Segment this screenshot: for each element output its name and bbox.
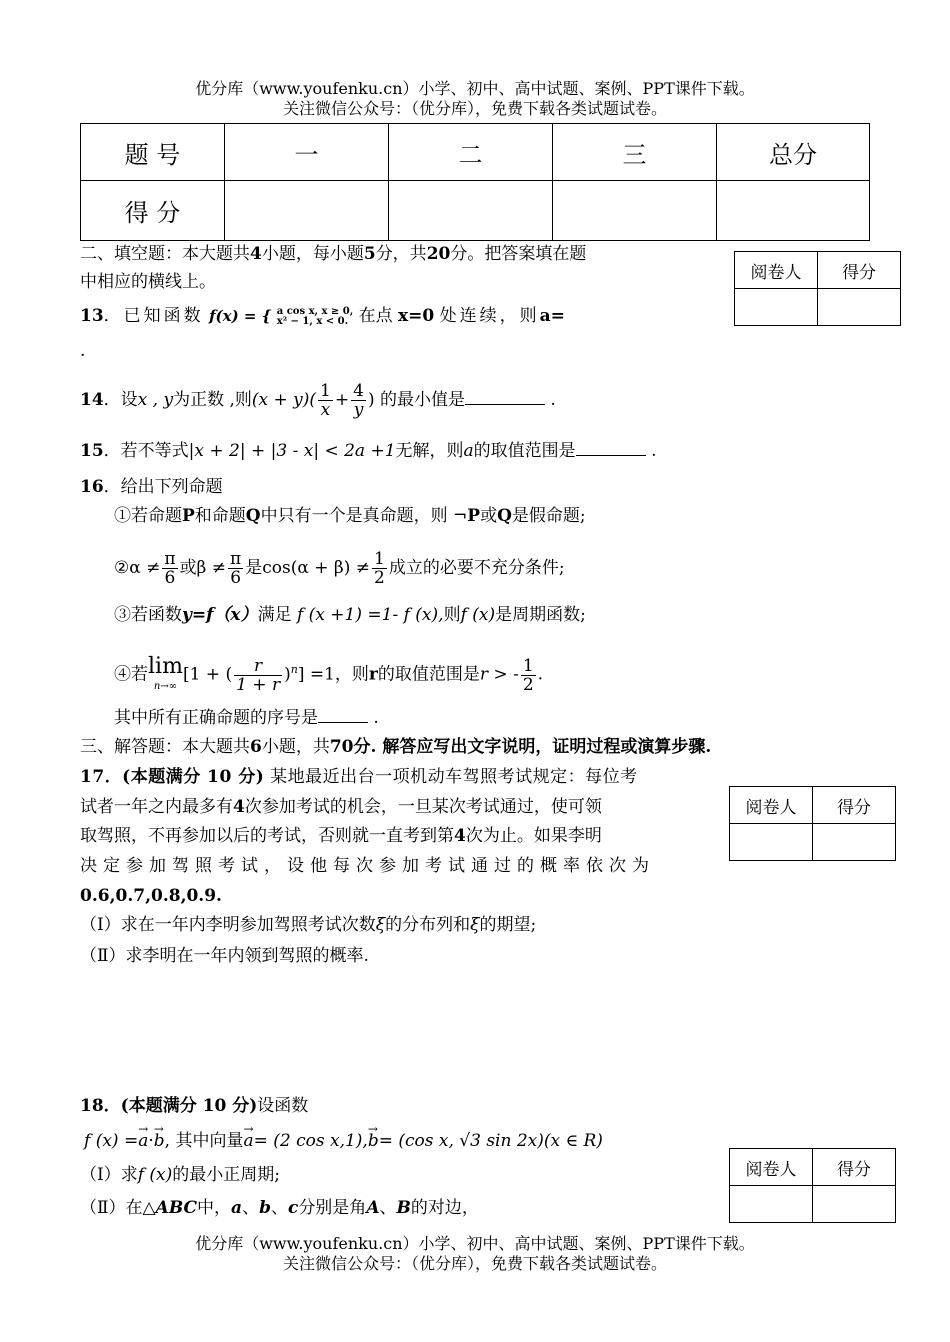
reviewer-box bbox=[734, 251, 901, 326]
question-18: 18．(本题满分 10 分)设函数 bbox=[80, 1096, 309, 1116]
reviewer-label: 阅卷人 bbox=[735, 252, 818, 289]
score-table-header-three: 三 bbox=[553, 124, 717, 181]
question-17-part2: （Ⅱ）求李明在一年内领到驾照的概率. bbox=[80, 946, 369, 966]
proposition-3: ③若函数y=f（x）满足 f (x +1) =1- f (x),则f (x)是周期函数; bbox=[114, 605, 586, 625]
question-18-part1: （Ⅰ）求f (x)的最小正周期; bbox=[80, 1165, 281, 1185]
score-cell[interactable] bbox=[553, 181, 717, 241]
reviewer-cell[interactable] bbox=[735, 289, 818, 326]
reviewer-cell[interactable] bbox=[730, 824, 813, 861]
question-16: 16．给出下列命题 bbox=[80, 477, 223, 497]
score-table bbox=[80, 123, 870, 241]
question-17-part1: （Ⅰ）求在一年内李明参加驾照考试次数ξ的分布列和ξ的期望; bbox=[80, 915, 537, 935]
reviewer-box bbox=[729, 1148, 896, 1223]
score-cell[interactable] bbox=[717, 181, 870, 241]
question-16-summary: 其中所有正确命题的序号是 . bbox=[114, 708, 379, 728]
reviewer-label: 阅卷人 bbox=[730, 1149, 813, 1186]
question-18-part2: （Ⅱ）在△ABC中，a、b、c分别是角A、B的对边， bbox=[80, 1198, 479, 1218]
reviewer-score-label: 得分 bbox=[813, 1149, 896, 1186]
score-table-header-number: 题 号 bbox=[81, 124, 225, 181]
reviewer-score-cell[interactable] bbox=[818, 289, 901, 326]
reviewer-score-label: 得分 bbox=[813, 787, 896, 824]
reviewer-box bbox=[729, 786, 896, 861]
question-14: 14．设x , y为正数 ,则(x + y)( $\frac{1}{x}$ + $\frac{4}{y}$ ) 的最小值是 . bbox=[80, 381, 556, 420]
question-13: 13．已知函数 f(x) = { a cos x, x ≥ 0, x² − 1, x < 0. 在点 x=0 处连续，则a= bbox=[80, 305, 565, 327]
reviewer-cell[interactable] bbox=[730, 1186, 813, 1223]
section2-heading-line2: 中相应的横线上。 bbox=[80, 272, 216, 292]
score-cell[interactable] bbox=[225, 181, 389, 241]
footer-line-2: 关注微信公众号：（优分库），免费下载各类试题试卷。 bbox=[282, 1254, 667, 1273]
question-17-line5: 0.6,0.7,0.8,0.9. bbox=[80, 886, 222, 906]
header-line-1: 优分库（www.youfenku.cn）小学、初中、高中试题、案例、PPT课件下载。 bbox=[195, 79, 755, 98]
reviewer-label: 阅卷人 bbox=[730, 787, 813, 824]
score-cell[interactable] bbox=[389, 181, 553, 241]
reviewer-score-cell[interactable] bbox=[813, 1186, 896, 1223]
question-17: 17．(本题满分 10 分) 某地最近出台一项机动车驾照考试规定：每位考 bbox=[80, 767, 638, 787]
header-line-2: 关注微信公众号：（优分库），免费下载各类试题试卷。 bbox=[282, 99, 667, 118]
section3-heading: 三、解答题：本大题共6小题，共70分. 解答应写出文字说明，证明过程或演算步骤. bbox=[80, 737, 712, 757]
question-15: 15．若不等式|x + 2| + |3 - x| < 2a +1无解，则a的取值范围是 . bbox=[80, 441, 657, 461]
score-table-header-two: 二 bbox=[389, 124, 553, 181]
answer-blank[interactable] bbox=[318, 722, 368, 723]
score-table-row-label: 得 分 bbox=[81, 181, 225, 241]
score-table-header-one: 一 bbox=[225, 124, 389, 181]
proposition-4: ④若 lim n→∞ [1 + ( $\frac{r}{1 + r}$ )$^n$] =1，则r的取值范围是r > - $\frac{1}{2}$ . bbox=[114, 654, 544, 695]
question-17-line4: 决定参加驾照考试，设他每次参加考试通过的概率依次为 bbox=[80, 856, 655, 876]
proposition-1: ①若命题P和命题Q中只有一个是真命题，则 ¬P或Q是假命题; bbox=[114, 506, 586, 526]
question-17-line3: 取驾照，不再参加以后的考试，否则就一直考到第4次为止。如果李明 bbox=[80, 826, 602, 846]
proposition-2: ②α ≠ $\frac{\pi}{6}$ 或β ≠ $\frac{\pi}{6}$ 是cos(α + β) ≠ $\frac{1}{2}$ 成立的必要不充分条件; bbox=[114, 549, 565, 588]
reviewer-score-label: 得分 bbox=[818, 252, 901, 289]
question-18-function: f (x) =→ a·→ b, 其中向量→ a= (2 cos x,1),→ b= (cos x, √3 sin 2x)(x ∈ R) bbox=[84, 1130, 603, 1152]
footer-line-1: 优分库（www.youfenku.cn）小学、初中、高中试题、案例、PPT课件下载。 bbox=[195, 1234, 755, 1253]
question-17-line2: 试者一年之内最多有4次参加考试的机会，一旦某次考试通过，使可领 bbox=[80, 797, 602, 817]
section2-heading: 二、填空题：本大题共4小题，每小题5分，共20分。把答案填在题 bbox=[80, 244, 587, 264]
answer-blank[interactable] bbox=[576, 455, 646, 456]
reviewer-score-cell[interactable] bbox=[813, 824, 896, 861]
answer-blank[interactable] bbox=[465, 404, 545, 405]
score-table-header-total: 总分 bbox=[717, 124, 870, 181]
question-13-end: . bbox=[80, 341, 86, 361]
